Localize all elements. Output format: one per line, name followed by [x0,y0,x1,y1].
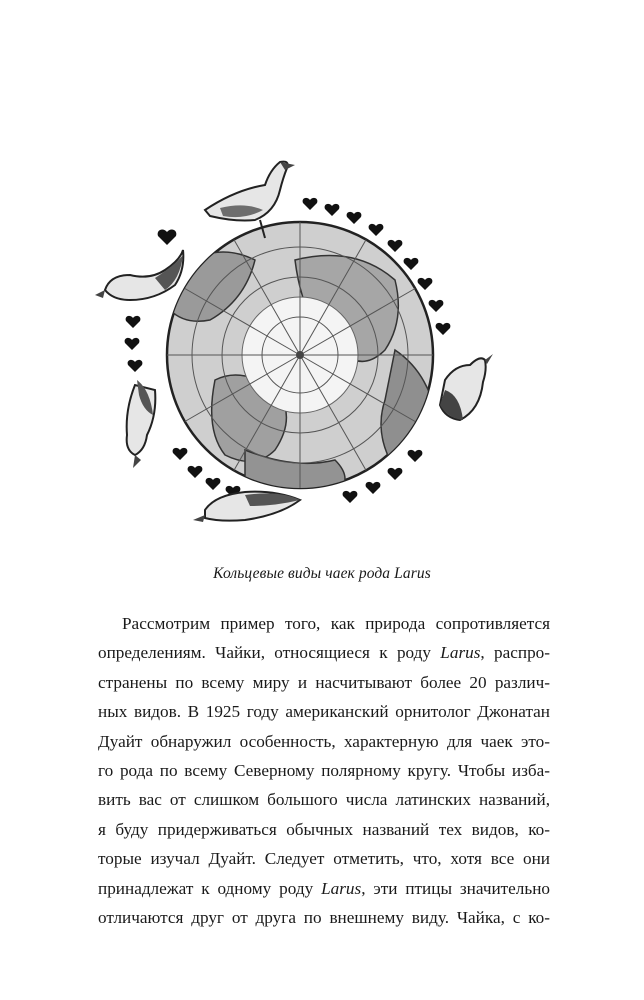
ring-species-illustration [95,150,505,535]
text-line: принадлежат к одному роду Larus, эти птицы значительно [98,878,551,898]
caption-genus: Larus [394,565,431,582]
text-line: вить вас от слишком большого числа латинских названий, [98,790,550,810]
text-line: ных видов. В 1925 году американский орнитолог Джонатан [98,702,550,722]
text-line: го рода по всему Северному полярному кругу. Чтобы изба- [98,760,550,780]
body-paragraph [98,609,550,932]
text-line: Дуайт обнаружил особенность, характерную для чаек это- [98,731,550,751]
text-line: я буду придерживаться обычных названий тех видов, ко- [98,819,550,839]
text-line: странены по всему миру и насчитывают более 20 различ- [98,672,550,692]
gull-right-icon [440,354,493,420]
gull-left-lower-icon [127,380,156,468]
globe-icon [165,220,435,495]
gull-bottom-icon [193,492,300,522]
text-line: торые изучал Дуайт. Следует отметить, что, хотя все они [98,849,550,869]
text-line: отличаются друг от друга по внешнему виду. Чайка, с ко- [98,907,550,927]
text-line: Рассмотрим пример того, как природа сопротивляется [122,614,550,633]
figure-caption: Кольцевые виды чаек рода Larus [213,565,431,582]
text-line: определениям. Чайки, относящиеся к роду Larus, распро- [98,643,550,663]
gull-left-upper-icon [95,250,183,300]
